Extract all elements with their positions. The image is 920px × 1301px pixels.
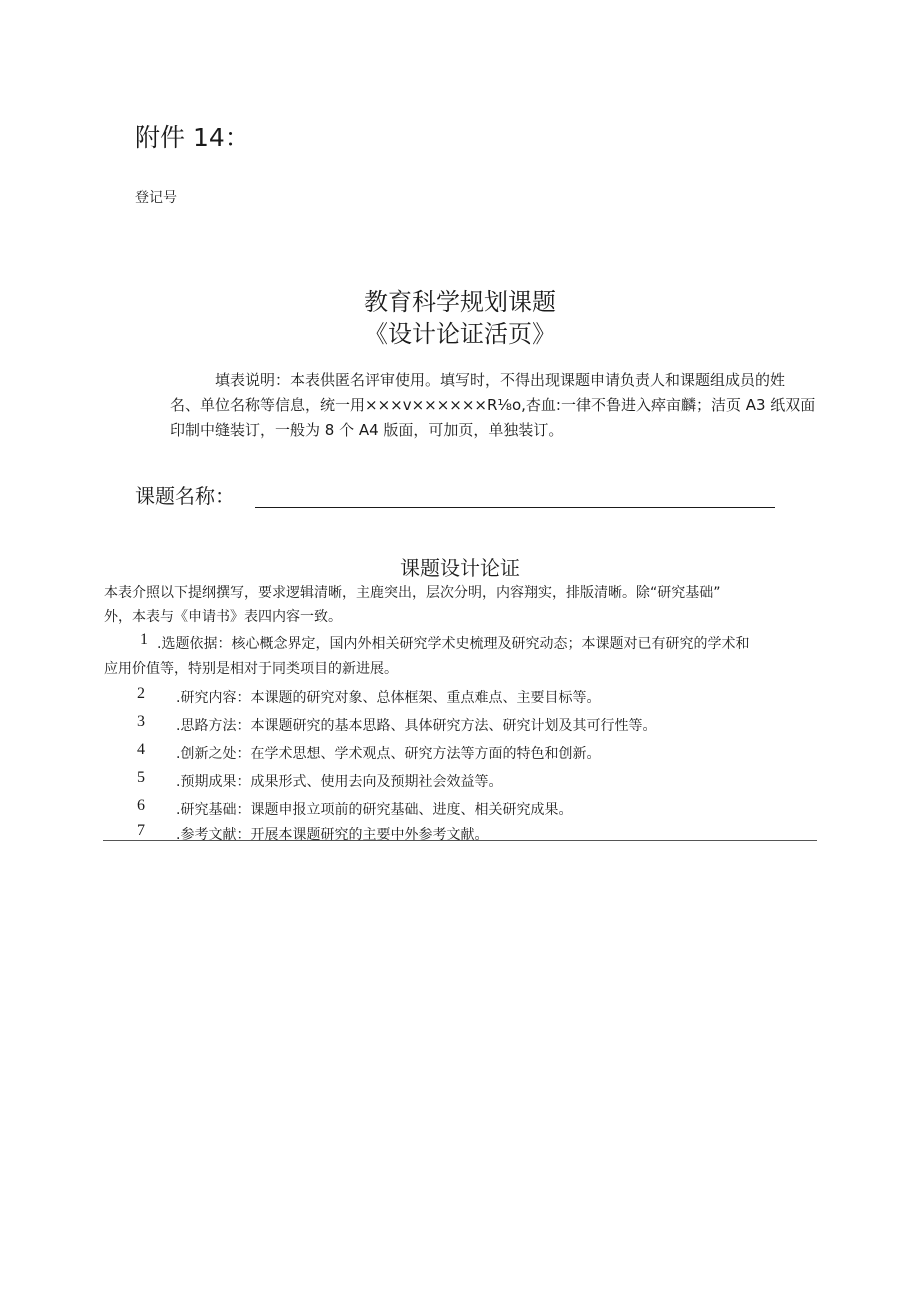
project-name-label: 课题名称：	[135, 484, 235, 508]
outline-item-number: 1	[140, 631, 148, 648]
attachment-label: 附件 14：	[135, 123, 250, 152]
outline-item-number: 6	[137, 797, 145, 814]
registration-number-label: 登记号	[135, 190, 177, 206]
instructions-line-1: 填表说明：本表供匿名评审使用。填写时，不得出现课题申请负责人和课题组成员的姓	[215, 371, 786, 389]
instructions-line-3: 印制中缝装订，一般为 8 个 A4 版面，可加页，单独装订。	[170, 421, 564, 439]
outline-item-text: .参考文献：开展本课题研究的主要中外参考文献。	[176, 827, 489, 843]
document-subtitle: 《设计论证活页》	[364, 320, 556, 348]
instructions-line-2: 名、单位名称等信息，统一用×××v××××××R⅛o,杏血:一律不鲁进入瘁亩麟；洁页 A3 纸双面	[170, 396, 816, 414]
outline-item-number: 2	[137, 685, 145, 702]
outline-item-text: .预期成果：成果形式、使用去向及预期社会效益等。	[176, 774, 503, 790]
outline-item-number: 7	[137, 822, 145, 839]
section-title: 课题设计论证	[400, 556, 520, 580]
section-bottom-rule	[103, 840, 817, 841]
section-intro-line-2: 外，本表与《申请书》表四内容一致。	[104, 609, 342, 625]
outline-item-text: .思路方法：本课题研究的基本思路、具体研究方法、研究计划及其可行性等。	[176, 718, 657, 734]
fill-instructions	[170, 368, 826, 443]
outline-item-text: .创新之处：在学术思想、学术观点、研究方法等方面的特色和创新。	[176, 746, 601, 762]
section-intro-line-1: 本表介照以下提纲撰写，要求逻辑清晰，主鹿突出，层次分明，内容翔实，排版清晰。除“研究基础”	[104, 585, 721, 601]
outline-item-text: .研究基础：课题申报立项前的研究基础、进度、相关研究成果。	[176, 802, 573, 818]
outline-item-number: 5	[137, 769, 145, 786]
outline-item-number: 4	[137, 741, 145, 758]
outline-item-text: .研究内容：本课题的研究对象、总体框架、重点难点、主要目标等。	[176, 690, 601, 706]
outline-item-text: .选题依据：核心概念界定，国内外相关研究学术史梳理及研究动态；本课题对已有研究的学术和	[157, 636, 750, 652]
outline-item-text-continued: 应用价值等，特别是相对于同类项目的新进展。	[104, 661, 398, 677]
project-name-field[interactable]	[255, 507, 775, 508]
outline-item-number: 3	[137, 713, 145, 730]
document-title: 教育科学规划课题	[364, 288, 556, 316]
